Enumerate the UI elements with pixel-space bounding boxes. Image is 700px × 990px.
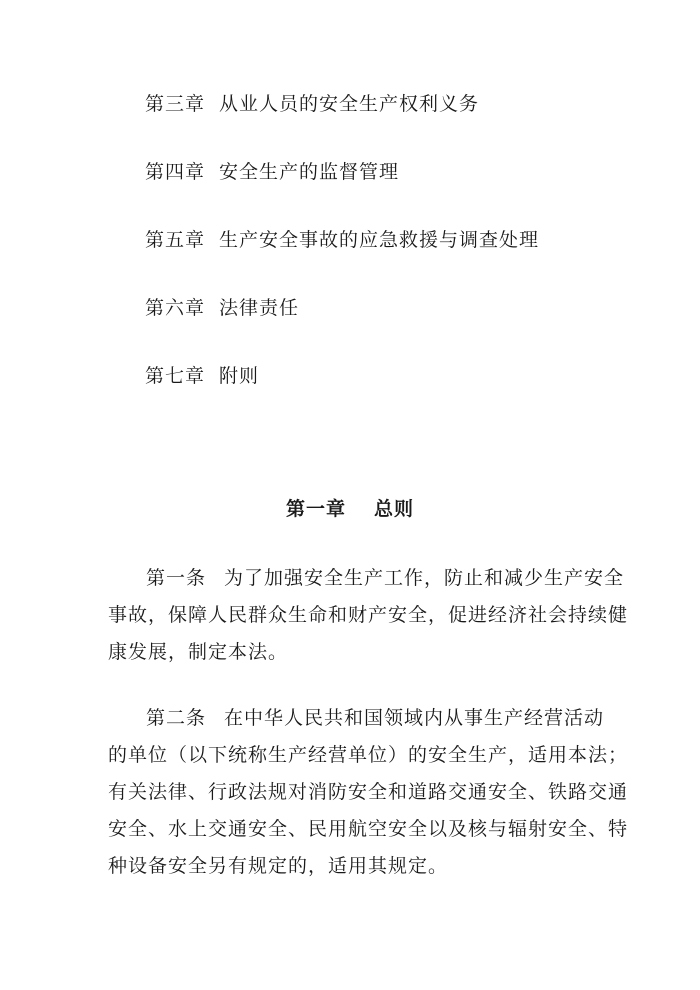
article-number: 第一条 [146,567,207,589]
article-number: 第二条 [146,707,207,729]
toc-chapter-title: 法律责任 [219,297,300,319]
chapter-heading [0,493,700,525]
toc-chapter-number: 第四章 [145,161,206,183]
article-line: 有关法律、行政法规对消防安全和道路交通安全、铁路交通 [108,781,629,803]
article-2 [108,700,629,885]
chapter-heading-number: 第一章 [285,498,346,520]
toc-chapter-number: 第三章 [145,93,206,115]
article-text: 在中华人民共和国领域内从事生产经营活动 [224,707,605,729]
article-1 [108,560,629,671]
toc-item [145,88,645,156]
article-line: 的单位（以下统称生产经营单位）的安全生产，适用本法； [108,744,629,766]
toc-item [145,360,645,428]
toc-chapter-title: 附则 [219,365,260,387]
article-line: 事故，保障人民群众生命和财产安全，促进经济社会持续健 [108,604,629,626]
article-text: 为了加强安全生产工作，防止和减少生产安全 [224,567,625,589]
toc-chapter-number: 第六章 [145,297,206,319]
article-line [108,560,625,597]
toc-item [145,224,645,292]
chapter-heading-title: 总则 [374,498,415,520]
article-line: 安全、水上交通安全、民用航空安全以及核与辐射安全、特 [108,818,629,840]
toc-item [145,156,645,224]
article-line [108,700,608,737]
toc-chapter-title: 生产安全事故的应急救援与调查处理 [219,229,540,251]
table-of-contents [145,88,645,428]
toc-chapter-title: 从业人员的安全生产权利义务 [219,93,480,115]
toc-chapter-number: 第七章 [145,365,206,387]
toc-chapter-number: 第五章 [145,229,206,251]
toc-item [145,292,645,360]
toc-chapter-title: 安全生产的监督管理 [219,161,400,183]
article-line: 种设备安全另有规定的，适用其规定。 [108,855,449,877]
article-line: 康发展，制定本法。 [108,641,289,663]
